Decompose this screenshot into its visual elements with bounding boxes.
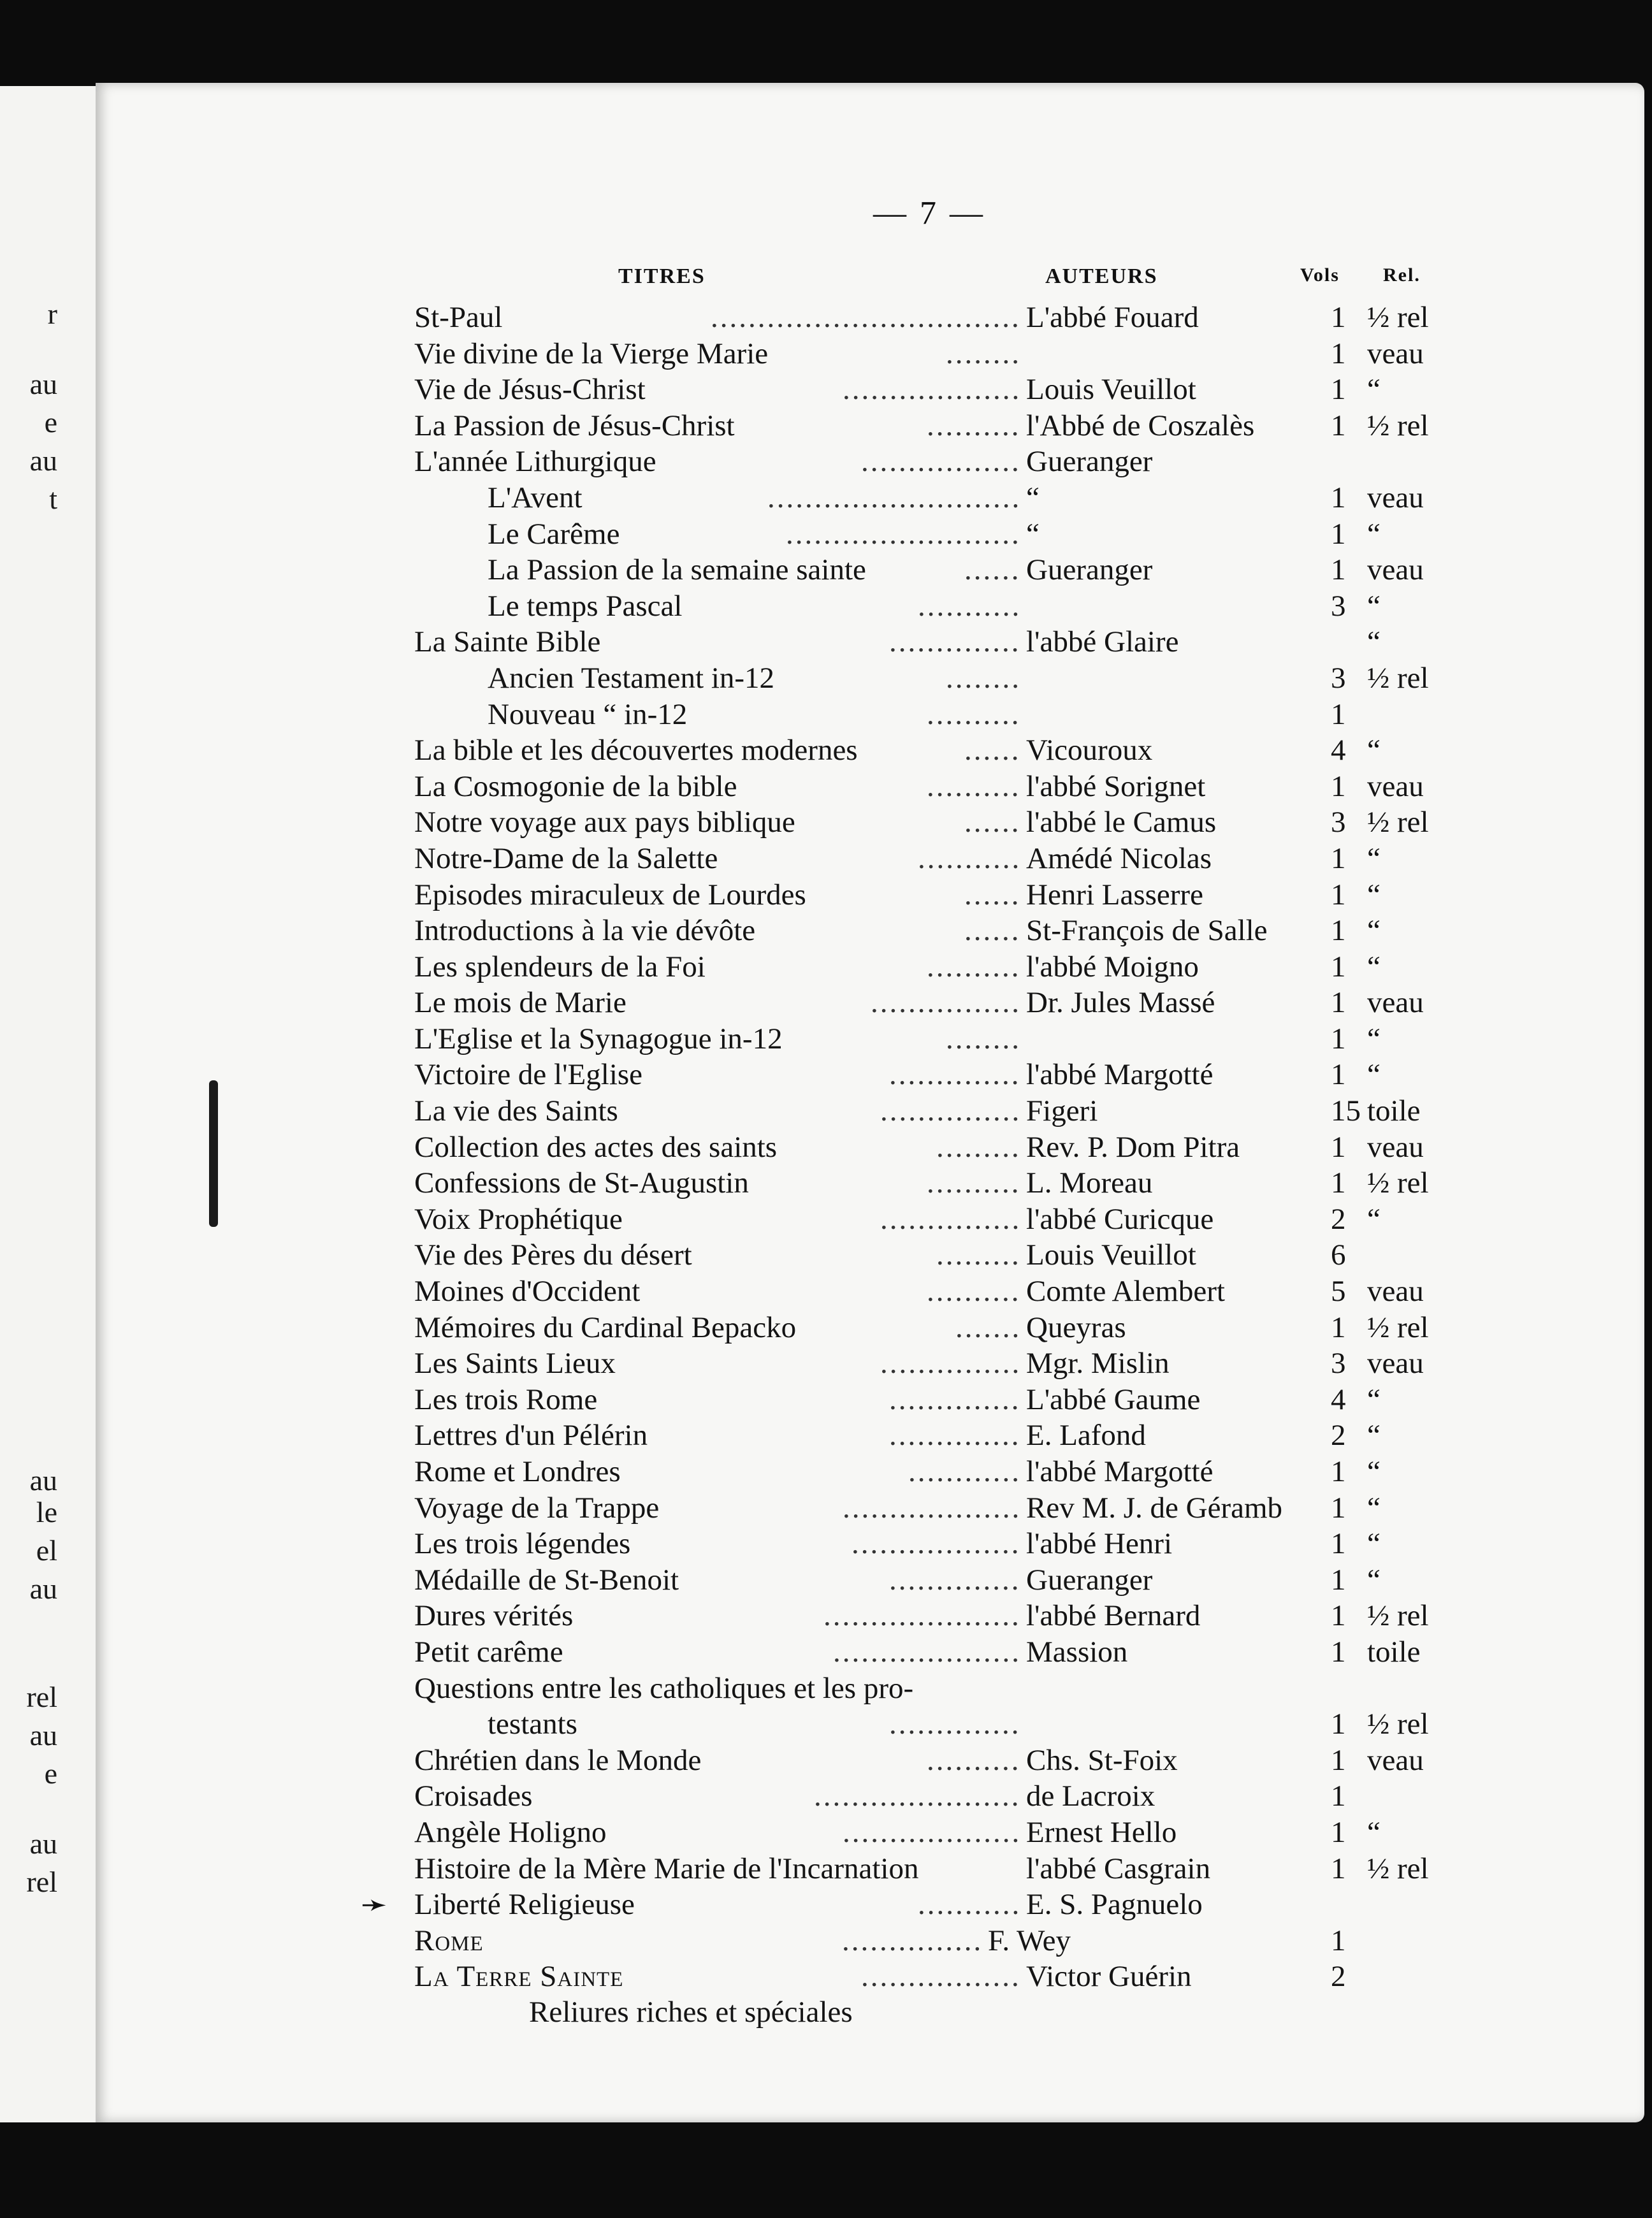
left-page-fragment: le bbox=[36, 1496, 57, 1528]
book-author: de Lacroix bbox=[1026, 1779, 1156, 1813]
catalog-row bbox=[0, 588, 1652, 625]
book-title: Liberté Religieuse bbox=[414, 1888, 635, 1922]
book-author: Henri Lasserre bbox=[1026, 878, 1203, 911]
book-title: Collection des actes des saints bbox=[414, 1130, 778, 1164]
catalog-row bbox=[0, 1923, 1652, 1959]
book-author: Figeri bbox=[1026, 1094, 1098, 1128]
book-author: l'Abbé de Coszalès bbox=[1026, 409, 1255, 442]
leader-dots: ........... bbox=[918, 841, 1022, 875]
leader-dots: ...... bbox=[964, 878, 1021, 911]
binding-type: ½ rel bbox=[1367, 409, 1429, 442]
leader-dots: ...... bbox=[964, 806, 1021, 839]
book-title: Rome bbox=[414, 1924, 484, 1957]
catalog-row bbox=[0, 877, 1652, 913]
leader-dots: .............. bbox=[889, 625, 1021, 659]
leader-dots: .................. bbox=[851, 1527, 1021, 1561]
leader-dots: .............. bbox=[889, 1058, 1021, 1092]
leader-dots: ................... bbox=[843, 373, 1022, 407]
binding-type: veau bbox=[1367, 1275, 1424, 1308]
catalog-row bbox=[0, 841, 1652, 877]
leader-dots: ............... bbox=[842, 1924, 983, 1957]
volume-count: 1 bbox=[1331, 1022, 1346, 1055]
book-title: La Passion de la semaine sainte bbox=[488, 553, 866, 587]
book-title: Le temps Pascal bbox=[488, 589, 683, 623]
volume-count: 1 bbox=[1331, 409, 1346, 442]
book-title: Notre-Dame de la Salette bbox=[414, 841, 718, 875]
book-author: l'abbé Henri bbox=[1026, 1527, 1173, 1561]
page-number: — 7 — bbox=[873, 195, 985, 231]
catalog-row bbox=[0, 985, 1652, 1021]
header-auteurs: AUTEURS bbox=[1045, 265, 1158, 288]
binding-type: ½ rel bbox=[1367, 661, 1429, 695]
book-title: L'année Lithurgique bbox=[414, 445, 656, 479]
book-author: Queyras bbox=[1026, 1310, 1126, 1344]
scan-border-bottom bbox=[0, 2122, 1652, 2218]
leader-dots: ........ bbox=[946, 661, 1021, 695]
volume-count: 1 bbox=[1331, 1058, 1346, 1092]
book-title: Le Carême bbox=[488, 517, 620, 551]
book-author: Comte Alembert bbox=[1026, 1275, 1225, 1308]
binding-type: “ bbox=[1367, 1022, 1380, 1055]
book-author: Vicouroux bbox=[1026, 734, 1153, 767]
volume-count: 2 bbox=[1331, 1419, 1346, 1453]
catalog-row bbox=[0, 1129, 1652, 1166]
binding-type: “ bbox=[1367, 1382, 1380, 1416]
left-page-fragment: au bbox=[29, 368, 57, 400]
book-author: Gueranger bbox=[1026, 445, 1153, 479]
leader-dots: ......................... bbox=[786, 517, 1021, 551]
binding-type: veau bbox=[1367, 337, 1424, 370]
leader-dots: ............... bbox=[880, 1202, 1022, 1236]
leader-dots: .......... bbox=[927, 1743, 1021, 1777]
catalog-row bbox=[0, 1887, 1652, 1923]
catalog-row bbox=[0, 804, 1652, 841]
book-title: L'Avent bbox=[488, 481, 583, 514]
leader-dots: .......... bbox=[927, 769, 1021, 803]
catalog-row bbox=[0, 769, 1652, 805]
book-author: Louis Veuillot bbox=[1026, 1238, 1196, 1272]
catalog-row bbox=[0, 732, 1652, 769]
book-author: Chs. St-Foix bbox=[1026, 1743, 1178, 1777]
leader-dots: ................... bbox=[843, 1491, 1022, 1525]
book-author: L. Moreau bbox=[1026, 1166, 1153, 1200]
book-title: Angèle Holigno bbox=[414, 1815, 607, 1849]
book-title: Questions entre les catholiques et les pro- bbox=[414, 1671, 914, 1705]
volume-count: 1 bbox=[1331, 1527, 1346, 1561]
book-author: Massion bbox=[1026, 1635, 1128, 1669]
binding-type: veau bbox=[1367, 1743, 1424, 1777]
book-title: Lettres d'un Pélérin bbox=[414, 1419, 648, 1453]
catalog-row bbox=[0, 1706, 1652, 1743]
book-title: La Terre Sainte bbox=[414, 1960, 624, 1994]
catalog-row bbox=[0, 1778, 1652, 1815]
binding-type: ½ rel bbox=[1367, 1599, 1429, 1633]
binding-type: veau bbox=[1367, 481, 1424, 514]
volume-count: 1 bbox=[1331, 1707, 1346, 1741]
binding-type: “ bbox=[1367, 1563, 1380, 1597]
catalog-row bbox=[0, 949, 1652, 985]
volume-count: 3 bbox=[1331, 1347, 1346, 1381]
binding-type: veau bbox=[1367, 1347, 1424, 1381]
binding-type: “ bbox=[1367, 589, 1380, 623]
catalog-row bbox=[0, 1562, 1652, 1598]
leader-dots: ................. bbox=[861, 445, 1021, 479]
book-author: l'abbé Bernard bbox=[1026, 1599, 1201, 1633]
left-page-fragment: rel bbox=[26, 1866, 57, 1898]
left-page-fragment: e bbox=[44, 1757, 57, 1790]
book-author: St-François de Salle bbox=[1026, 914, 1268, 948]
volume-count: 3 bbox=[1331, 806, 1346, 839]
catalog-row bbox=[0, 1417, 1652, 1454]
volume-count: 1 bbox=[1331, 1130, 1346, 1164]
binding-type: veau bbox=[1367, 553, 1424, 587]
book-title: La Sainte Bible bbox=[414, 625, 601, 659]
volume-count: 1 bbox=[1331, 1924, 1346, 1957]
leader-dots: ...... bbox=[964, 734, 1021, 767]
volume-count: 6 bbox=[1331, 1238, 1346, 1272]
left-page-fragment: au bbox=[29, 1827, 57, 1860]
pointing-arrow-icon: ➛ bbox=[361, 1887, 388, 1923]
binding-type: “ bbox=[1367, 1455, 1380, 1488]
leader-dots: ........................... bbox=[767, 481, 1022, 514]
book-title: Episodes miraculeux de Lourdes bbox=[414, 878, 806, 911]
binding-type: toile bbox=[1367, 1635, 1421, 1669]
binding-type: ½ rel bbox=[1367, 1852, 1429, 1885]
book-title: Histoire de la Mère Marie de l'Incarnation bbox=[414, 1852, 919, 1885]
volume-count: 1 bbox=[1331, 373, 1346, 407]
book-author: l'abbé Curicque bbox=[1026, 1202, 1214, 1236]
book-author: l'abbé le Camus bbox=[1026, 806, 1217, 839]
catalog-row bbox=[0, 1598, 1652, 1634]
volume-count: 4 bbox=[1331, 1382, 1346, 1416]
catalog-row bbox=[0, 1959, 1652, 1995]
catalog-row bbox=[0, 1526, 1652, 1562]
catalog-row bbox=[0, 1345, 1652, 1382]
catalog-row bbox=[0, 1454, 1652, 1490]
catalog-row bbox=[0, 1743, 1652, 1779]
book-title: Vie des Pères du désert bbox=[414, 1238, 692, 1272]
catalog-row bbox=[0, 913, 1652, 949]
volume-count: 1 bbox=[1331, 517, 1346, 551]
book-title: Notre voyage aux pays biblique bbox=[414, 806, 795, 839]
left-page-fragment: au bbox=[29, 1572, 57, 1605]
header-rel: Rel. bbox=[1383, 265, 1421, 286]
book-title: Voix Prophétique bbox=[414, 1202, 623, 1236]
book-title: L'Eglise et la Synagogue in-12 bbox=[414, 1022, 783, 1055]
catalog-row bbox=[0, 1634, 1652, 1671]
book-author: Rev. P. Dom Pitra bbox=[1026, 1130, 1240, 1164]
book-author: “ bbox=[1026, 517, 1040, 551]
leader-dots: .......... bbox=[927, 1166, 1021, 1200]
book-author: Amédé Nicolas bbox=[1026, 841, 1212, 875]
catalog-row bbox=[0, 1237, 1652, 1273]
book-author: L'abbé Fouard bbox=[1026, 301, 1199, 334]
book-author: “ bbox=[1026, 481, 1040, 514]
catalog-row bbox=[0, 336, 1652, 372]
book-title: Vie divine de la Vierge Marie bbox=[414, 337, 769, 370]
catalog-row bbox=[0, 1490, 1652, 1526]
catalog-row bbox=[0, 1093, 1652, 1129]
catalog-row bbox=[0, 1021, 1652, 1057]
leader-dots: .................... bbox=[833, 1635, 1021, 1669]
footer-note: Reliures riches et spéciales bbox=[529, 1996, 853, 2029]
volume-count: 1 bbox=[1331, 1491, 1346, 1525]
leader-dots: ................. bbox=[861, 1960, 1021, 1994]
book-author: Mgr. Mislin bbox=[1026, 1347, 1170, 1381]
book-title: Rome et Londres bbox=[414, 1455, 621, 1488]
volume-count: 1 bbox=[1331, 1166, 1346, 1200]
catalog-row bbox=[0, 1165, 1652, 1201]
volume-count: 1 bbox=[1331, 950, 1346, 983]
binding-type: “ bbox=[1367, 914, 1380, 948]
volume-count: 1 bbox=[1331, 301, 1346, 334]
book-title: Confessions de St-Augustin bbox=[414, 1166, 749, 1200]
book-title: Les trois légendes bbox=[414, 1527, 631, 1561]
left-page-fragment: r bbox=[47, 298, 57, 330]
catalog-row bbox=[0, 480, 1652, 516]
binding-type: “ bbox=[1367, 878, 1380, 911]
book-title: La bible et les découvertes modernes bbox=[414, 734, 858, 767]
leader-dots: ........... bbox=[918, 589, 1022, 623]
left-page-fragment: au bbox=[29, 444, 57, 477]
catalog-row bbox=[0, 444, 1652, 480]
leader-dots: ........... bbox=[918, 1888, 1022, 1922]
binding-type: veau bbox=[1367, 986, 1424, 1020]
left-page-fragment: au bbox=[29, 1464, 57, 1497]
leader-dots: .............. bbox=[889, 1419, 1021, 1453]
book-title: St-Paul bbox=[414, 301, 503, 334]
book-title: Dures vérités bbox=[414, 1599, 574, 1633]
catalog-list bbox=[0, 300, 1652, 1995]
volume-count: 1 bbox=[1331, 697, 1346, 731]
binding-type: “ bbox=[1367, 1527, 1380, 1561]
book-title: Voyage de la Trappe bbox=[414, 1491, 660, 1525]
catalog-row bbox=[0, 1310, 1652, 1346]
book-title: Moines d'Occident bbox=[414, 1275, 641, 1308]
leader-dots: ........ bbox=[946, 1022, 1021, 1055]
book-author: E. Lafond bbox=[1026, 1419, 1146, 1453]
volume-count: 1 bbox=[1331, 1779, 1346, 1813]
catalog-row bbox=[0, 1273, 1652, 1310]
book-title: Nouveau “ in-12 bbox=[488, 697, 688, 731]
book-title: Introductions à la vie dévôte bbox=[414, 914, 756, 948]
leader-dots: .............. bbox=[889, 1563, 1021, 1597]
header-vols: Vols bbox=[1300, 265, 1340, 286]
book-title: Chrétien dans le Monde bbox=[414, 1743, 702, 1777]
book-title: Les trois Rome bbox=[414, 1382, 598, 1416]
binding-type: “ bbox=[1367, 1058, 1380, 1092]
binding-type: “ bbox=[1367, 950, 1380, 983]
left-page-fragment: t bbox=[49, 482, 57, 515]
volume-count: 1 bbox=[1331, 878, 1346, 911]
binding-type: veau bbox=[1367, 769, 1424, 803]
book-title: Petit carême bbox=[414, 1635, 563, 1669]
book-author: l'abbé Margotté bbox=[1026, 1058, 1214, 1092]
catalog-row bbox=[0, 516, 1652, 553]
catalog-row bbox=[0, 368, 1652, 408]
catalog-row bbox=[0, 408, 1652, 444]
book-title: La Passion de Jésus-Christ bbox=[414, 409, 735, 442]
leader-dots: ............ bbox=[908, 1455, 1021, 1488]
volume-count: 1 bbox=[1331, 914, 1346, 948]
volume-count: 2 bbox=[1331, 1202, 1346, 1236]
book-author: Victor Guérin bbox=[1026, 1960, 1192, 1994]
catalog-row bbox=[0, 697, 1652, 733]
volume-count: 1 bbox=[1331, 841, 1346, 875]
binding-type: ½ rel bbox=[1367, 1707, 1429, 1741]
leader-dots: ............... bbox=[880, 1347, 1022, 1381]
binding-type: ½ rel bbox=[1367, 301, 1429, 334]
binding-type: “ bbox=[1367, 841, 1380, 875]
leader-dots: ................ bbox=[871, 986, 1021, 1020]
leader-dots: ......... bbox=[936, 1238, 1021, 1272]
book-title: La vie des Saints bbox=[414, 1094, 618, 1128]
book-author: Ernest Hello bbox=[1026, 1815, 1177, 1849]
volume-count: 1 bbox=[1331, 1815, 1346, 1849]
left-page-fragment: el bbox=[36, 1534, 57, 1567]
book-author: Gueranger bbox=[1026, 1563, 1153, 1597]
book-title: La Cosmogonie de la bible bbox=[414, 769, 737, 803]
volume-count: 1 bbox=[1331, 1743, 1346, 1777]
binding-type: toile bbox=[1367, 1094, 1421, 1128]
leader-dots: ................... bbox=[843, 1815, 1022, 1849]
binding-type: veau bbox=[1367, 1130, 1424, 1164]
binding-type: ½ rel bbox=[1367, 1310, 1429, 1344]
book-title: Les Saints Lieux bbox=[414, 1347, 616, 1381]
book-author: l'abbé Casgrain bbox=[1026, 1852, 1211, 1885]
book-author: Rev M. J. de Géramb bbox=[1026, 1491, 1283, 1525]
volume-count: 1 bbox=[1331, 1310, 1346, 1344]
catalog-row bbox=[0, 1671, 1652, 1707]
left-page-fragment: e bbox=[44, 406, 57, 439]
book-author: l'abbé Margotté bbox=[1026, 1455, 1214, 1488]
binding-type: “ bbox=[1367, 1419, 1380, 1453]
leader-dots: ................................. bbox=[711, 301, 1021, 334]
leader-dots: ......... bbox=[936, 1130, 1021, 1164]
book-title: Croisades bbox=[414, 1779, 533, 1813]
catalog-row bbox=[0, 1201, 1652, 1238]
leader-dots: ..................... bbox=[823, 1599, 1021, 1633]
binding-type: “ bbox=[1367, 1491, 1380, 1525]
binding-type: “ bbox=[1367, 373, 1380, 407]
volume-count: 2 bbox=[1331, 1960, 1346, 1994]
volume-count: 1 bbox=[1331, 1635, 1346, 1669]
catalog-row bbox=[0, 660, 1652, 697]
volume-count: 3 bbox=[1331, 589, 1346, 623]
book-author: L'abbé Gaume bbox=[1026, 1382, 1201, 1416]
book-author: l'abbé Glaire bbox=[1026, 625, 1179, 659]
leader-dots: ............... bbox=[880, 1094, 1022, 1128]
volume-count: 15 bbox=[1331, 1094, 1361, 1128]
book-title: Les splendeurs de la Foi bbox=[414, 950, 706, 983]
catalog-row bbox=[0, 624, 1652, 660]
book-author: l'abbé Sorignet bbox=[1026, 769, 1206, 803]
book-author: Louis Veuillot bbox=[1026, 373, 1196, 407]
volume-count: 3 bbox=[1331, 661, 1346, 695]
leader-dots: ....... bbox=[955, 1310, 1022, 1344]
leader-dots: .............. bbox=[889, 1707, 1021, 1741]
catalog-row bbox=[0, 1382, 1652, 1418]
volume-count: 1 bbox=[1331, 1455, 1346, 1488]
leader-dots: .......... bbox=[927, 697, 1021, 731]
book-title: Victoire de l'Eglise bbox=[414, 1058, 643, 1092]
catalog-row bbox=[0, 1851, 1652, 1887]
binding-type: ½ rel bbox=[1367, 1166, 1429, 1200]
book-author: E. S. Pagnuelo bbox=[1026, 1888, 1203, 1922]
book-title: Le mois de Marie bbox=[414, 986, 627, 1020]
volume-count: 1 bbox=[1331, 769, 1346, 803]
book-title: Vie de Jésus-Christ bbox=[414, 373, 646, 407]
volume-count: 1 bbox=[1331, 1563, 1346, 1597]
binding-type: “ bbox=[1367, 517, 1380, 551]
catalog-row bbox=[0, 300, 1652, 336]
catalog-row bbox=[0, 1815, 1652, 1851]
volume-count: 4 bbox=[1331, 734, 1346, 767]
leader-dots: ...................... bbox=[814, 1779, 1021, 1813]
book-author: l'abbé Moigno bbox=[1026, 950, 1199, 983]
book-author: Dr. Jules Massé bbox=[1026, 986, 1215, 1020]
left-page-fragment: rel bbox=[26, 1681, 57, 1713]
leader-dots: ...... bbox=[964, 553, 1021, 587]
scan-border-top bbox=[0, 0, 1652, 96]
book-title: testants bbox=[488, 1707, 577, 1741]
volume-count: 1 bbox=[1331, 337, 1346, 370]
leader-dots: ........ bbox=[946, 337, 1021, 370]
volume-count: 5 bbox=[1331, 1275, 1346, 1308]
binding-type: “ bbox=[1367, 1202, 1380, 1236]
leader-dots: ...... bbox=[964, 914, 1021, 948]
binding-type: “ bbox=[1367, 625, 1380, 659]
volume-count: 1 bbox=[1331, 986, 1346, 1020]
book-author: Gueranger bbox=[1026, 553, 1153, 587]
binding-type: ½ rel bbox=[1367, 806, 1429, 839]
binding-type: “ bbox=[1367, 734, 1380, 767]
header-titres: TITRES bbox=[618, 265, 706, 288]
book-title: Médaille de St-Benoit bbox=[414, 1563, 679, 1597]
volume-count: 1 bbox=[1331, 553, 1346, 587]
catalog-row bbox=[0, 552, 1652, 588]
binding-type: “ bbox=[1367, 1815, 1380, 1849]
book-author: F. Wey bbox=[988, 1924, 1071, 1957]
volume-count: 1 bbox=[1331, 481, 1346, 514]
leader-dots: .......... bbox=[927, 409, 1021, 442]
leader-dots: .............. bbox=[889, 1382, 1021, 1416]
leader-dots: .......... bbox=[927, 950, 1021, 983]
catalog-row bbox=[0, 1057, 1652, 1093]
left-page-fragment: au bbox=[29, 1719, 57, 1751]
volume-count: 1 bbox=[1331, 1852, 1346, 1885]
book-title: Mémoires du Cardinal Bepacko bbox=[414, 1310, 797, 1344]
book-title: Ancien Testament in-12 bbox=[488, 661, 775, 695]
volume-count: 1 bbox=[1331, 1599, 1346, 1633]
leader-dots: .......... bbox=[927, 1275, 1021, 1308]
